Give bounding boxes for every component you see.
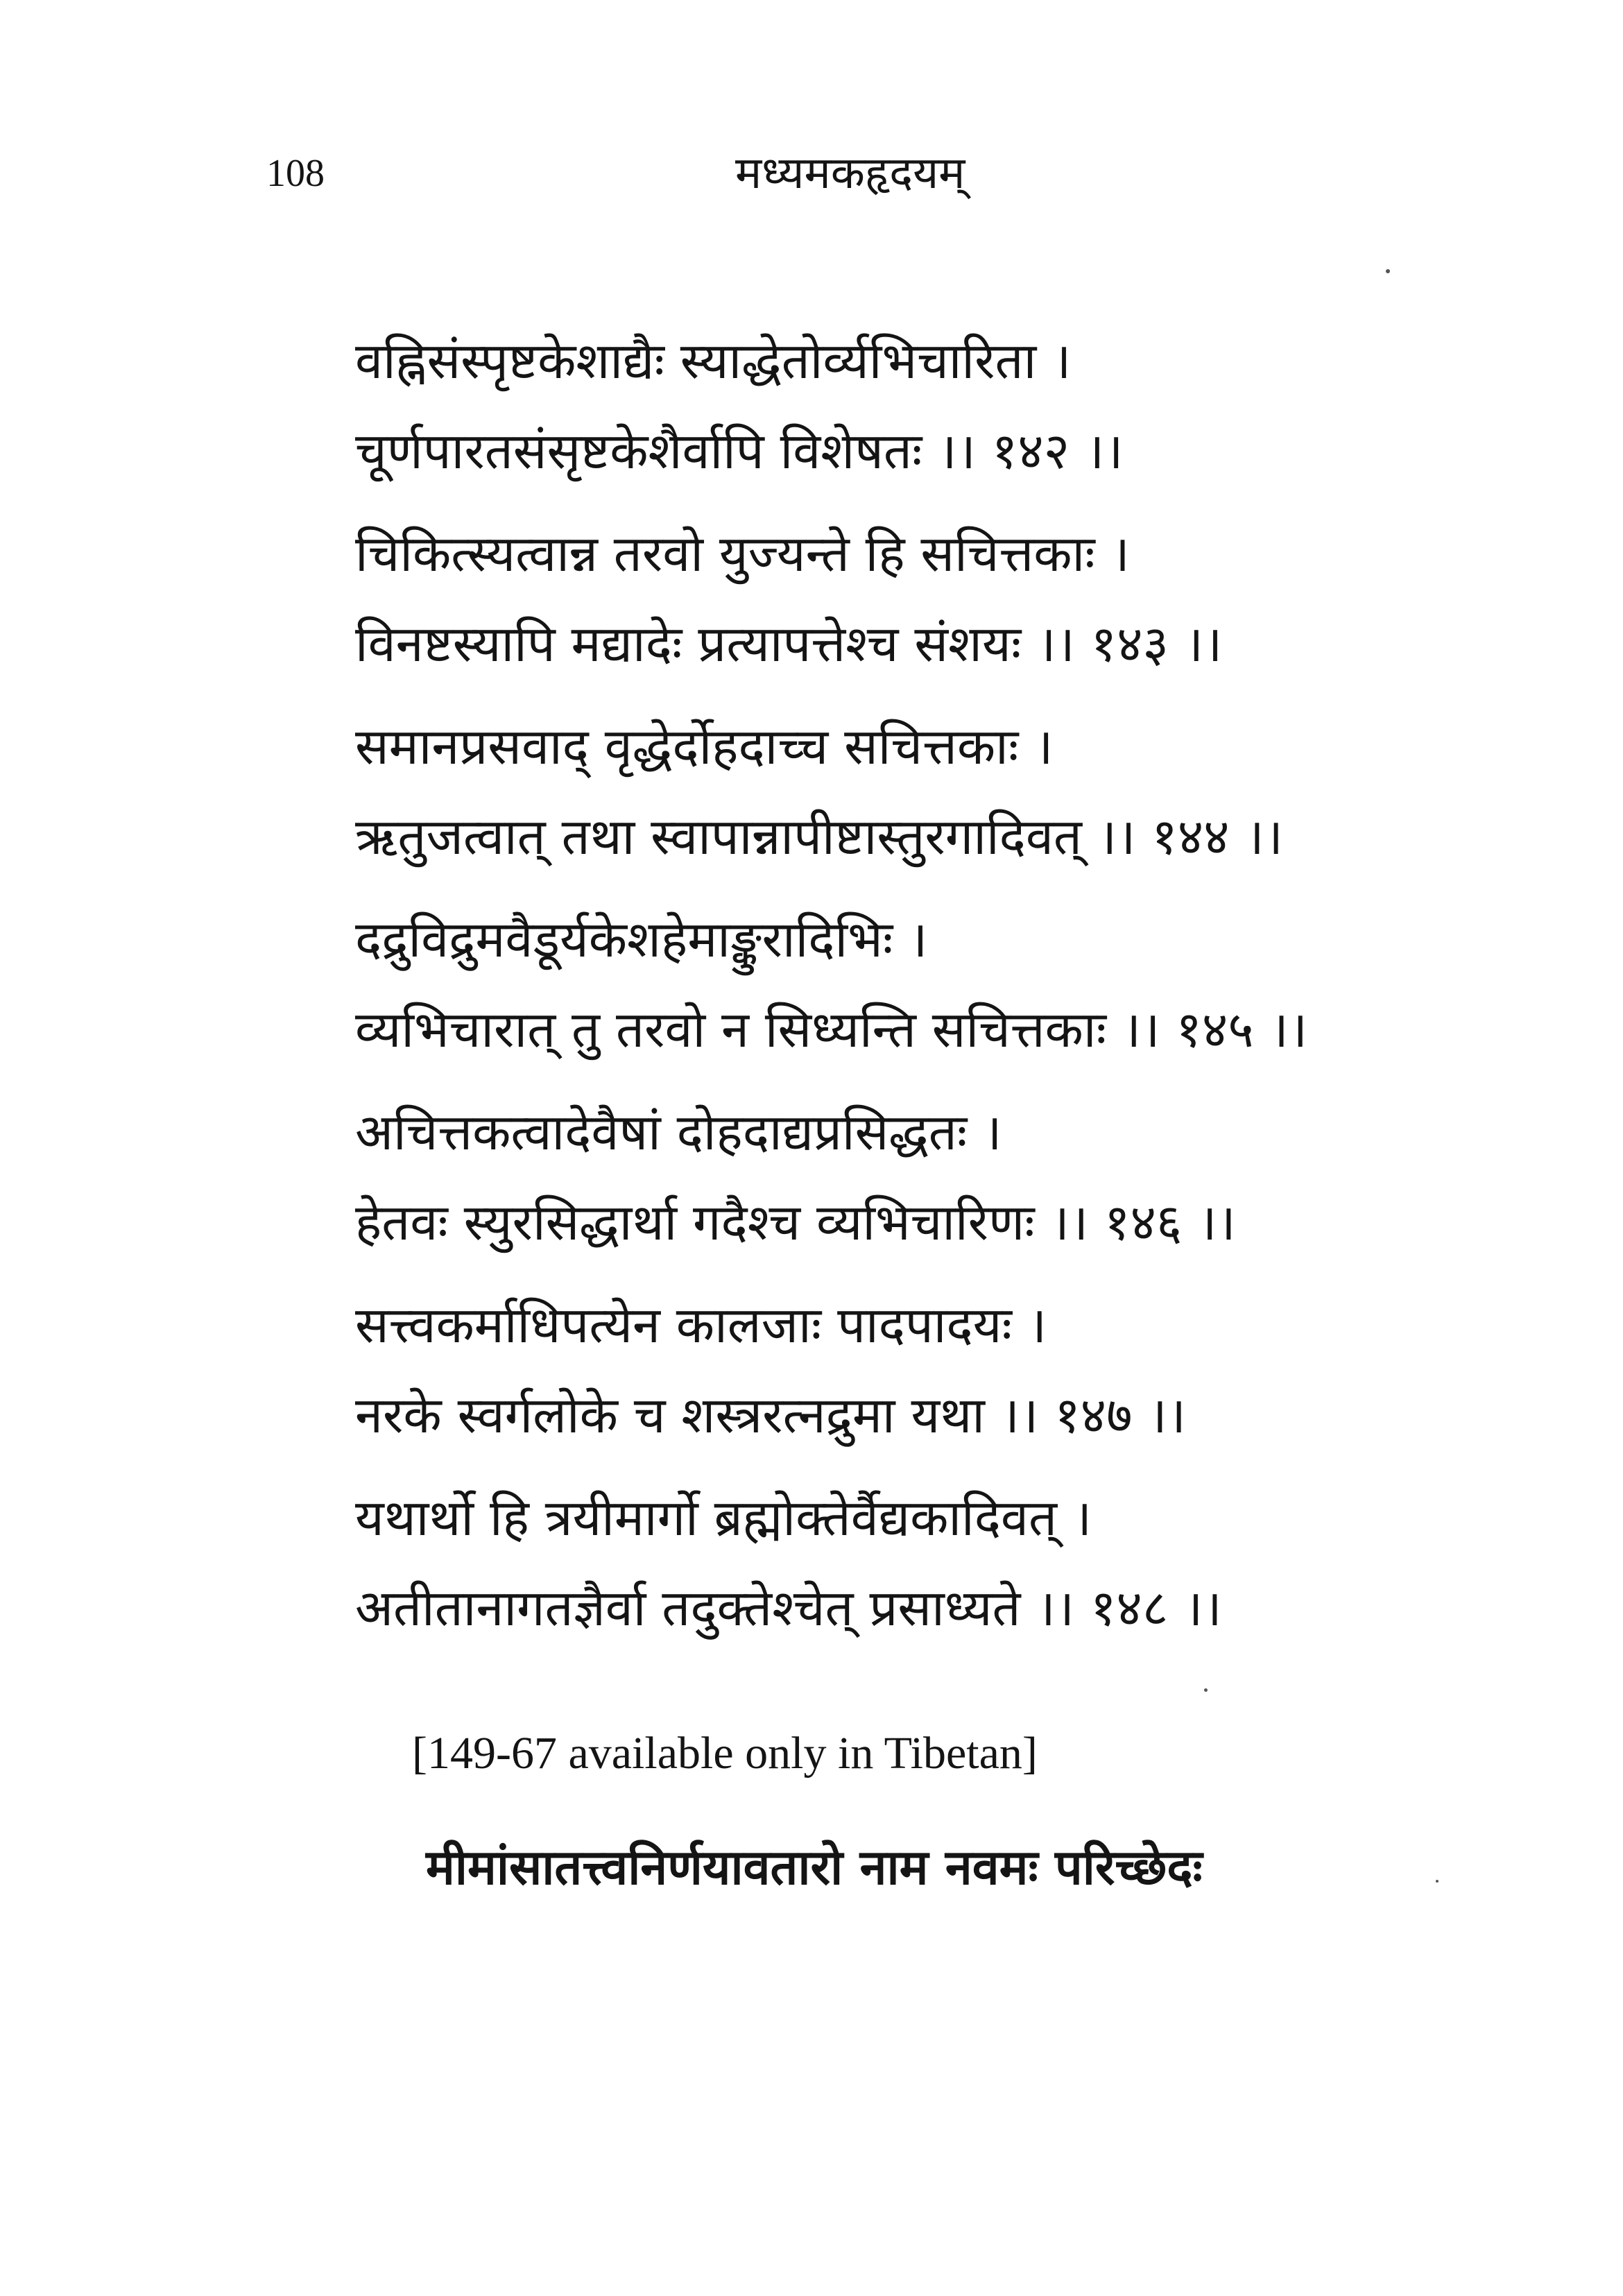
verse-line: चूर्णपारतसंसृष्टकेशैर्वापि विशेषतः ।। १४२ ।।	[355, 422, 1124, 480]
verse-line: अतीतानागतज्ञैर्वा तदुक्तेश्चेत् प्रसाध्यते ।। १४८ ।।	[355, 1579, 1222, 1637]
verse-line: दद्रुविद्रुमवैडूर्यकेशहेमाङ्कुरादिभिः ।	[355, 910, 928, 968]
tibetan-note: [149-67 available only in Tibetan]	[412, 1728, 1038, 1779]
verse-line: वह्निसंस्पृष्टकेशाद्यैः स्याद्धेतोर्व्यभिचारिता ।	[355, 332, 1072, 390]
verse-145	[355, 894, 1437, 1087]
chapter-colophon: मीमांसातत्त्वनिर्णयावतारो नाम नवमः परिच्छेदः	[426, 1838, 1203, 1896]
verse-143	[355, 508, 1437, 701]
verse-line: नरके स्वर्गलोके च शस्त्ररत्नद्रुमा यथा ।। १४७ ।।	[355, 1386, 1187, 1444]
verse-147	[355, 1280, 1437, 1473]
verse-line: ऋतुजत्वात् तथा स्वापान्नापीष्टास्तुरगादिवत् ।। १४४ ।।	[355, 807, 1284, 866]
verse-line: समानप्रसवाद् वृद्धेर्दोहदाच्च सचित्तकाः ।	[355, 717, 1054, 776]
verse-146	[355, 1087, 1437, 1280]
verse-list	[355, 316, 1437, 1665]
scan-speck	[1436, 1880, 1439, 1883]
scan-speck	[1204, 1688, 1208, 1692]
verse-line: अचित्तकत्वादेवैषां दोहदाद्यप्रसिद्धतः ।	[355, 1103, 1002, 1161]
verse-line: व्यभिचारात् तु तरवो न सिध्यन्ति सचित्तकाः ।। १४५ ।।	[355, 1000, 1308, 1059]
verse-line: हेतवः स्युरसिद्धार्था गदैश्च व्यभिचारिणः ।। १४६ ।।	[355, 1193, 1236, 1251]
verse-line: विनष्टस्यापि मद्यादेः प्रत्यापत्तेश्च संशयः ।। १४३ ।।	[355, 615, 1223, 673]
running-title: मध्यमकहृदयम्	[735, 148, 965, 199]
verse-144	[355, 701, 1437, 894]
verse-line: चिकित्स्यत्वान्न तरवो युज्यन्ते हि सचित्तकाः ।	[355, 524, 1130, 583]
verse-148	[355, 1473, 1437, 1665]
verse-line: सत्त्वकर्माधिपत्येन कालजाः पादपादयः ।	[355, 1296, 1047, 1354]
verse-line: यथार्थो हि त्रयीमार्गो ब्रह्मोक्तेर्वैद्यकादिवत् ।	[355, 1489, 1092, 1547]
scan-speck	[1386, 269, 1390, 273]
verse-142	[355, 316, 1437, 508]
page-number: 108	[266, 152, 325, 195]
